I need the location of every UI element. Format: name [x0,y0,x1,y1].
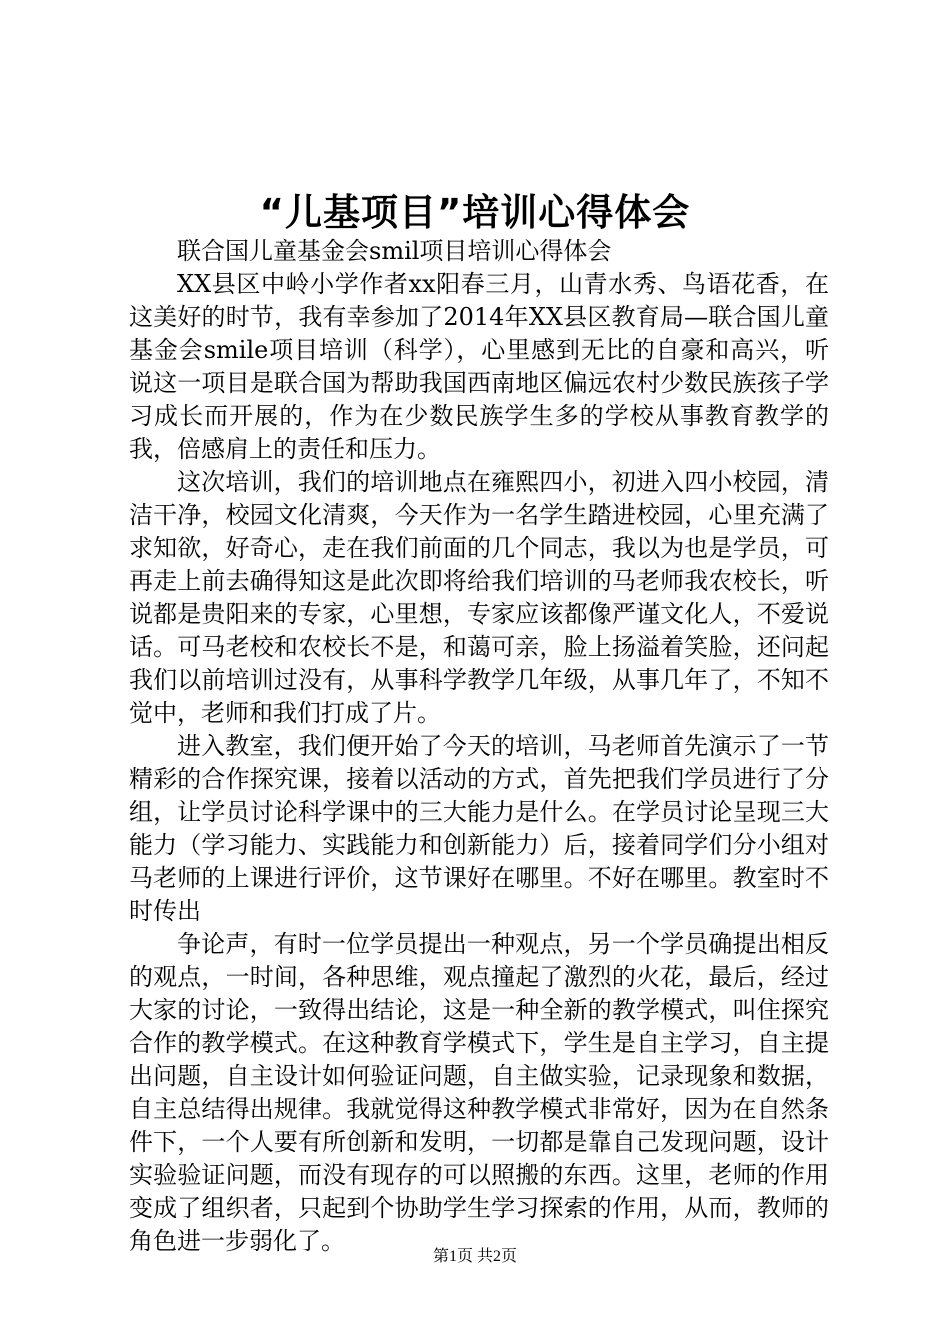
document-body [129,235,829,1258]
paragraph-discussion: 争论声，有时一位学员提出一种观点，另一个学员确提出相反的观点，一时间，各种思维，观点撞起了激烈的火花，最后，经过大家的讨论，一致得出结论，这是一种全新的教学模式，叫住探究合作的教学模式。在这种教育学模式下，学生是自主学习，自主提出问题，自主设计如何验证问题，自主做实验，记录现象和数据，自主总结得出规律。我就觉得这种教学模式非常好，因为在自然条件下，一个人要有所创新和发明，一切都是靠自己发现问题，设计实验验证问题，而没有现存的可以照搬的东西。这里，老师的作用变成了组织者，只起到个协助学生学习探索的作用，从而，教师的角色进一步弱化了。 [129,930,829,1255]
paragraph-subtitle: 联合国儿童基金会smil项目培训心得体会 [177,237,612,265]
paragraph-classroom: 进入教室，我们便开始了今天的培训，马老师首先演示了一节精彩的合作探究课，接着以活动的方式，首先把我们学员进行了分组，让学员讨论科学课中的三大能力是什么。在学员讨论呈现三大能力（学习能力、实践能力和创新能力）后，接着同学们分小组对马老师的上课进行评价，这节课好在哪里。不好在哪里。教室时不时传出 [129,732,829,925]
paragraph-training-site: 这次培训，我们的培训地点在雍熙四小，初进入四小校园，清洁干净，校园文化清爽，今天作为一名学生踏进校园，心里充满了求知欲，好奇心，走在我们前面的几个同志，我以为也是学员，可再走上前去确得知这是此次即将给我们培训的马老师我农校长，听说都是贵阳来的专家，心里想，专家应该都像严谨文化人，不爱说话。可马老校和农校长不是，和蔼可亲，脸上扬溢着笑脸，还问起我们以前培训过没有，从事科学教学几年级，从事几年了，不知不觉中，老师和我们打成了片。 [129,468,829,727]
paragraph-intro: XX县区中岭小学作者xx阳春三月，山青水秀、鸟语花香，在这美好的时节，我有幸参加了2014年XX县区教育局—联合国儿童基金会smile项目培训（科学），心里感到无比的自豪和高兴，听说这一项目是联合国为帮助我国西南地区偏远农村少数民族孩子学习成长而开展的，作为在少数民族学生多的学校从事教育教学的我，倍感肩上的责任和压力。 [129,270,829,463]
page-footer: 第1页 共2页 [432,1248,517,1265]
document-title: “儿基项目”培训心得体会 [259,191,691,234]
